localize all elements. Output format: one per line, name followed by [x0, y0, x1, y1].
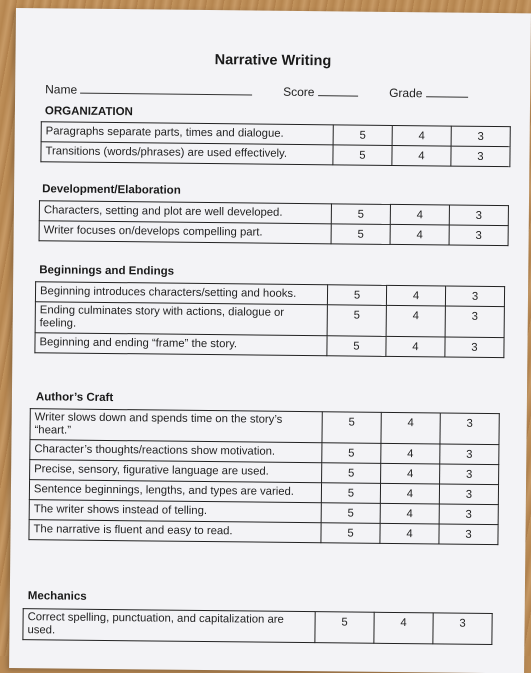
score-5: 5: [315, 612, 374, 644]
rubric-table-organization: [40, 121, 510, 167]
score-5: 5: [321, 483, 380, 504]
score-5: 5: [321, 503, 380, 524]
score-3: 3: [445, 306, 504, 338]
score-4: 4: [381, 443, 440, 464]
score-5: 5: [327, 336, 386, 357]
score-5: 5: [331, 224, 390, 245]
score-5: 5: [322, 463, 381, 484]
name-label: Name: [45, 82, 77, 96]
criterion-text: Beginning introduces characters/setting and hooks.: [35, 282, 327, 305]
criterion-text: Correct spelling, punctuation, and capitalization are used.: [23, 609, 315, 643]
rubric-row: [23, 609, 492, 645]
rubric-table-mechanics: [22, 608, 492, 645]
section-heading-authors-craft: Author’s Craft: [36, 391, 113, 404]
rubric-table-development: [39, 200, 509, 246]
criterion-text: Ending culminates story with actions, dialogue or feeling.: [35, 302, 327, 336]
score-5: 5: [331, 204, 390, 225]
criterion-text: Writer focuses on/develops compelling part.: [39, 221, 331, 244]
rubric-row: [29, 520, 498, 545]
score-3: 3: [440, 413, 499, 445]
score-5: 5: [333, 125, 392, 146]
score-5: 5: [322, 412, 381, 444]
score-5: 5: [327, 285, 386, 306]
score-3: 3: [440, 464, 499, 485]
rubric-row: [41, 142, 510, 167]
score-field: [283, 85, 358, 100]
criterion-text: The narrative is fluent and easy to read.: [29, 520, 321, 543]
score-3: 3: [451, 146, 510, 167]
criterion-text: Character’s thoughts/reactions show motivation.: [30, 440, 322, 463]
score-3: 3: [440, 444, 499, 465]
score-3: 3: [449, 205, 508, 226]
score-blank-line: [318, 85, 358, 96]
score-4: 4: [381, 463, 440, 484]
criterion-text: Transitions (words/phrases) are used effectively.: [41, 142, 333, 165]
score-3: 3: [449, 225, 508, 246]
criterion-text: The writer shows instead of telling.: [29, 500, 321, 523]
criterion-text: Beginning and ending “frame” the story.: [35, 333, 327, 356]
rubric-row: [30, 409, 499, 445]
score-4: 4: [380, 483, 439, 504]
score-4: 4: [386, 305, 445, 337]
score-3: 3: [451, 126, 510, 147]
score-4: 4: [390, 204, 449, 225]
score-4: 4: [380, 503, 439, 524]
grade-blank-line: [426, 86, 468, 97]
score-4: 4: [374, 612, 433, 644]
score-4: 4: [380, 523, 439, 544]
grade-field: [389, 86, 468, 101]
score-4: 4: [386, 336, 445, 357]
criterion-text: Characters, setting and plot are well developed.: [39, 201, 331, 224]
score-3: 3: [439, 504, 498, 525]
score-3: 3: [445, 337, 504, 358]
rubric-table-authors-craft: [28, 408, 499, 545]
criterion-text: Writer slows down and spends time on the story’s “heart.”: [30, 409, 322, 443]
score-3: 3: [439, 484, 498, 505]
criterion-text: Sentence beginnings, lengths, and types are varied.: [29, 480, 321, 503]
rubric-sheet: [9, 8, 531, 673]
score-4: 4: [386, 285, 445, 306]
score-5: 5: [327, 305, 386, 337]
rubric-row: [35, 302, 504, 338]
section-heading-development: Development/Elaboration: [42, 183, 181, 196]
score-4: 4: [381, 412, 440, 444]
score-3: 3: [439, 524, 498, 545]
name-field: [45, 82, 252, 98]
grade-label: Grade: [389, 86, 423, 100]
score-label: Score: [283, 85, 315, 99]
score-4: 4: [390, 224, 449, 245]
rubric-row: [35, 333, 504, 358]
rubric-table-beginnings-endings: [34, 281, 505, 358]
criterion-text: Paragraphs separate parts, times and dialogue.: [41, 122, 333, 145]
score-5: 5: [333, 145, 392, 166]
section-heading-organization: ORGANIZATION: [45, 105, 133, 118]
score-5: 5: [321, 523, 380, 544]
score-3: 3: [445, 286, 504, 307]
score-4: 4: [392, 145, 451, 166]
name-blank-line: [80, 83, 252, 96]
section-heading-mechanics: Mechanics: [28, 590, 87, 603]
score-5: 5: [322, 443, 381, 464]
score-4: 4: [392, 125, 451, 146]
page-title: Narrative Writing: [15, 50, 530, 71]
score-3: 3: [433, 613, 492, 645]
rubric-row: [39, 221, 508, 246]
criterion-text: Precise, sensory, figurative language are used.: [30, 460, 322, 483]
section-heading-beginnings-endings: Beginnings and Endings: [39, 264, 174, 277]
